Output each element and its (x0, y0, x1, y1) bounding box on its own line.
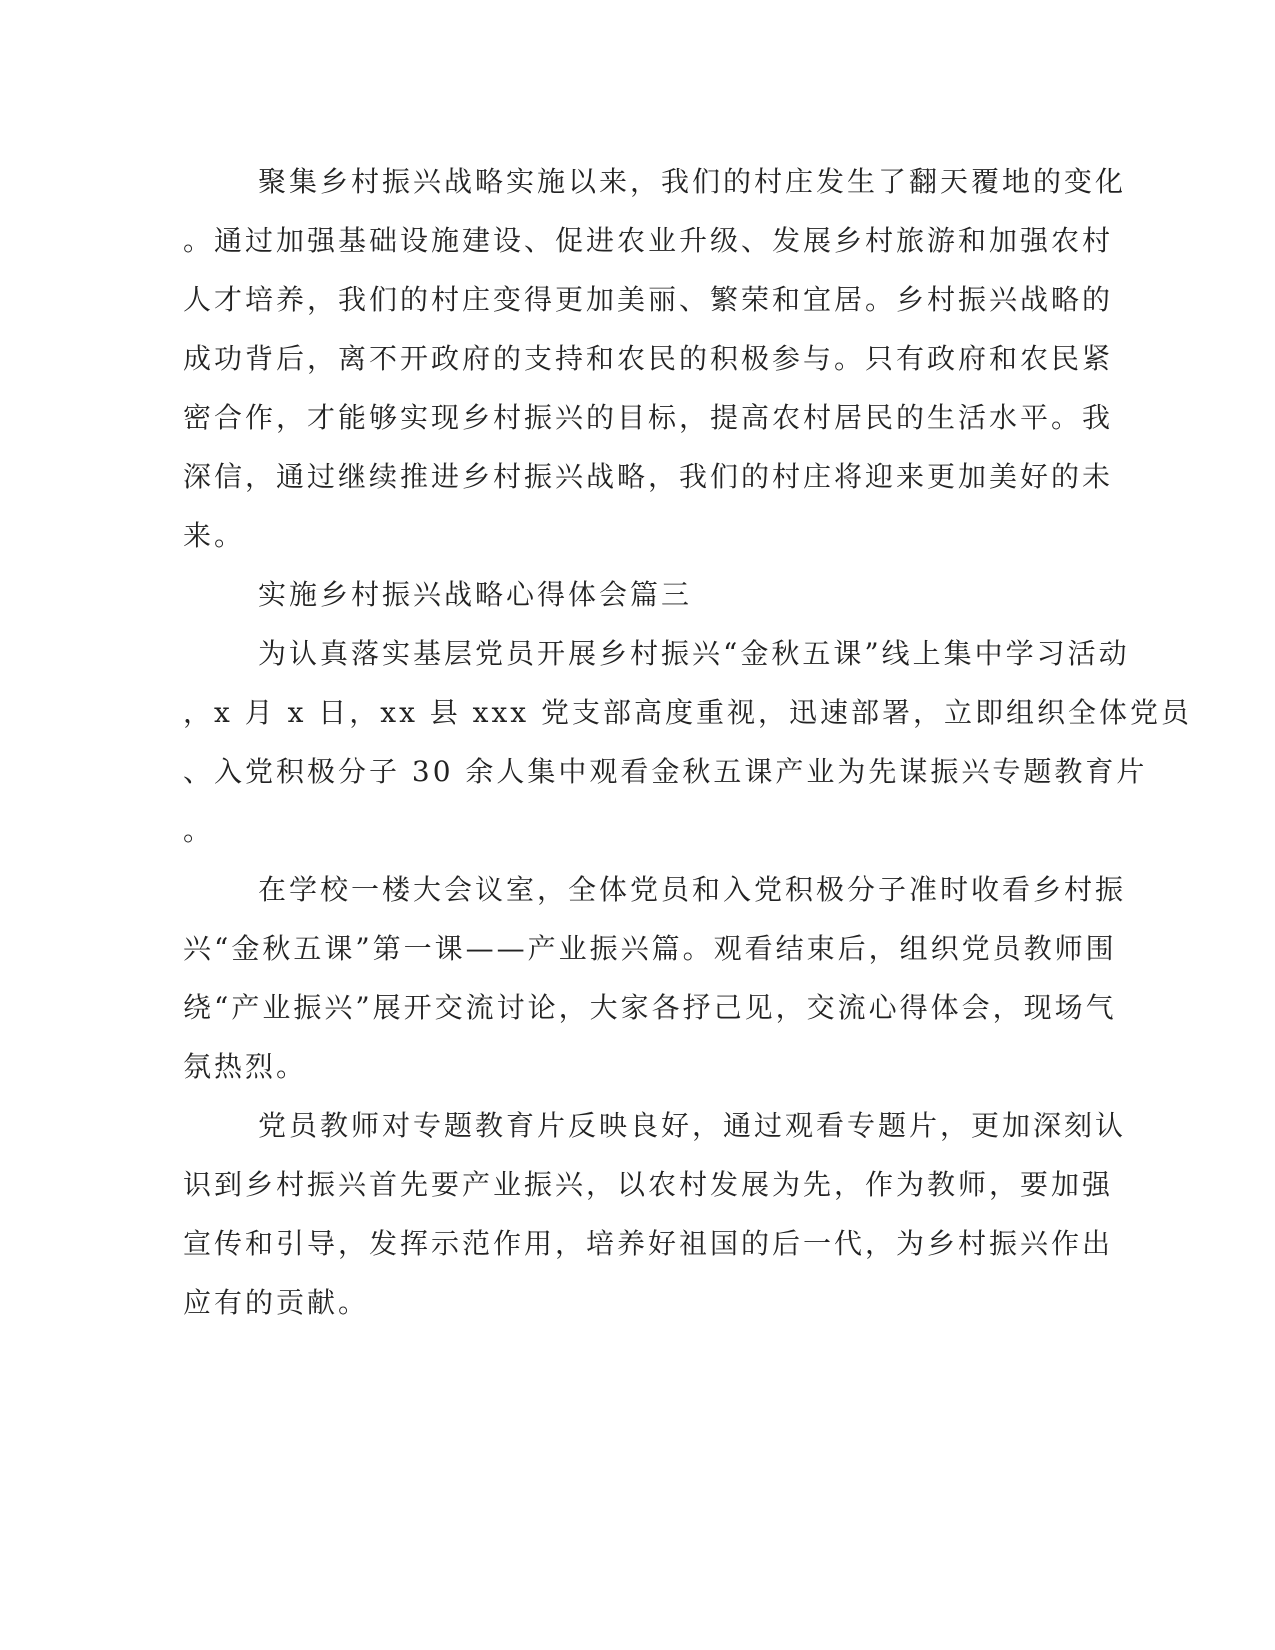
paragraph-1-line-4: 成功背后，离不开政府的支持和农民的积极参与。只有政府和农民紧 (183, 342, 1114, 375)
paragraph-1-line-5: 密合作，才能够实现乡村振兴的目标，提高农村居民的生活水平。我 (183, 401, 1114, 434)
paragraph-3-line-3: 绕“产业振兴”展开交流讨论，大家各抒己见，交流心得体会，现场气 (183, 991, 1117, 1024)
paragraph-2-line-1: 为认真落实基层党员开展乡村振兴“金秋五课”线上集中学习活动 (258, 637, 1130, 670)
section-heading: 实施乡村振兴战略心得体会篇三 (258, 578, 693, 611)
paragraph-1-line-1: 聚集乡村振兴战略实施以来，我们的村庄发生了翻天覆地的变化 (258, 165, 1127, 198)
paragraph-2-line-4: 。 (183, 814, 215, 847)
paragraph-4-line-3: 宣传和引导，发挥示范作用，培养好祖国的后一代，为乡村振兴作出 (183, 1227, 1114, 1260)
paragraph-4-line-4: 应有的贡献。 (183, 1286, 370, 1319)
paragraph-3-line-1: 在学校一楼大会议室，全体党员和入党积极分子准时收看乡村振 (258, 873, 1127, 906)
paragraph-4-line-1: 党员教师对专题教育片反映良好，通过观看专题片，更加深刻认 (258, 1109, 1127, 1142)
paragraph-1-line-6: 深信，通过继续推进乡村振兴战略，我们的村庄将迎来更加美好的未 (183, 460, 1114, 493)
paragraph-1-line-3: 人才培养，我们的村庄变得更加美丽、繁荣和宜居。乡村振兴战略的 (183, 283, 1114, 316)
paragraph-1-line-7: 来。 (183, 519, 246, 552)
paragraph-3-line-4: 氛热烈。 (183, 1050, 308, 1083)
paragraph-1-line-2: 。通过加强基础设施建设、促进农业升级、发展乡村旅游和加强农村 (183, 224, 1114, 257)
paragraph-3-line-2: 兴“金秋五课”第一课——产业振兴篇。观看结束后，组织党员教师围 (183, 932, 1117, 965)
paragraph-2-line-2: ，x 月 x 日，xx 县 xxx 党支部高度重视，迅速部署，立即组织全体党员 (183, 696, 1192, 729)
paragraph-4-line-2: 识到乡村振兴首先要产业振兴，以农村发展为先，作为教师，要加强 (183, 1168, 1114, 1201)
paragraph-2-line-3: 、入党积极分子 30 余人集中观看金秋五课产业为先谋振兴专题教育片 (183, 755, 1148, 788)
